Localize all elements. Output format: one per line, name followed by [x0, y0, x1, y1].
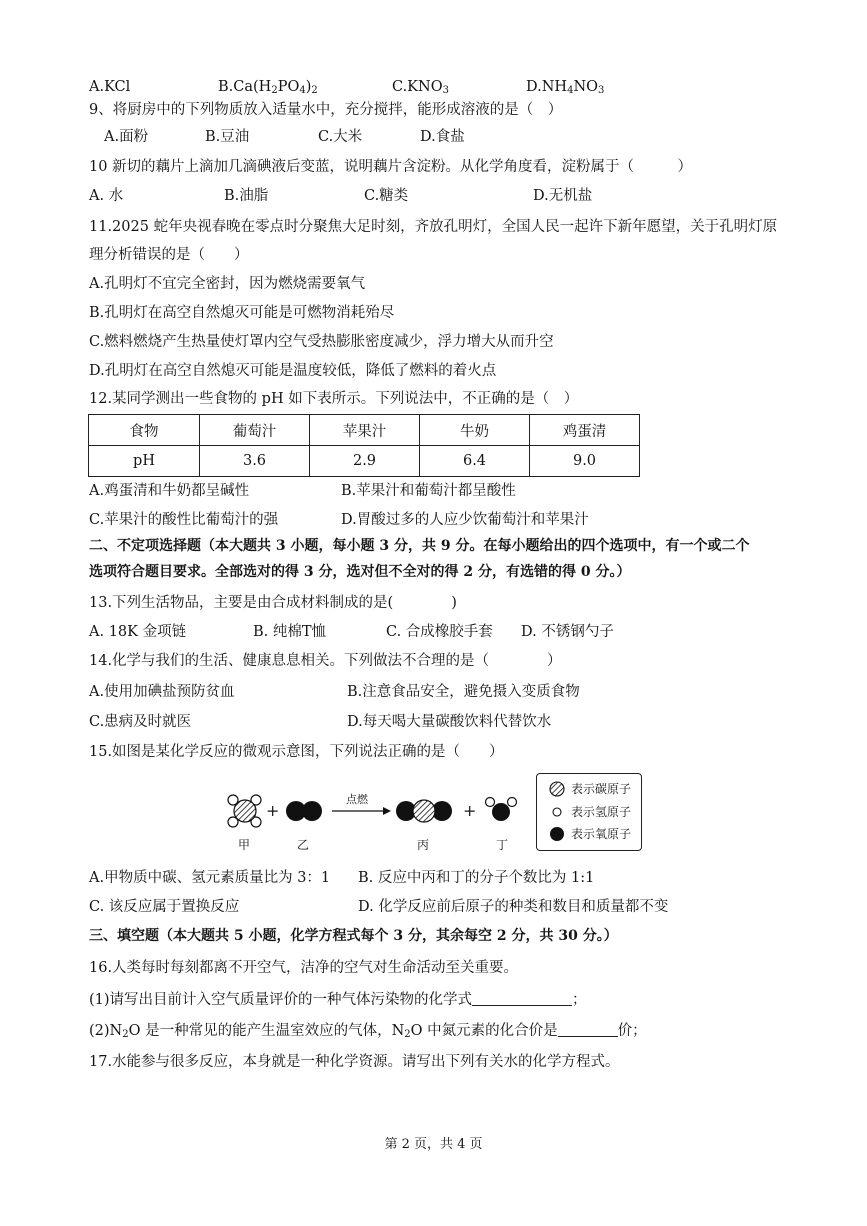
q9-stem: 9、将厨房中的下列物质放入适量水中，充分搅拌，能形成溶液的是（ ） — [89, 102, 563, 118]
q12-option-b: B.苹果汁和葡萄汁都呈酸性 — [341, 483, 516, 499]
q15-stem: 15.如图是某化学反应的微观示意图，下列说法正确的是（ ） — [89, 744, 504, 760]
q8-c-sub: 3 — [442, 85, 449, 96]
plus-sign-2: + — [463, 801, 477, 820]
q16-part2-text-a: (2)N — [89, 1023, 123, 1039]
plus-sign-1: + — [266, 801, 280, 820]
q12-option-d: D.胃酸过多的人应少饮葡萄汁和苹果汁 — [341, 512, 589, 528]
methane-molecule-icon — [228, 795, 261, 827]
q8-option-a: A.KCl — [89, 79, 131, 95]
q10-option-c: C.糖类 — [364, 188, 409, 204]
q16-part1-end: ； — [572, 992, 587, 1008]
q11-stem-line2: 理分析错误的是（ ） — [89, 247, 249, 263]
q13-option-c: C. 合成橡胶手套 — [386, 624, 493, 640]
legend-carbon: 表示碳原子 — [571, 782, 632, 796]
q10-stem: 10 新切的藕片上滴加几滴碘液后变蓝，说明藕片含淀粉。从化学角度看，淀粉属于（ ） — [89, 159, 693, 175]
q11-option-b: B.孔明灯在高空自然熄灭可能是可燃物消耗殆尽 — [89, 305, 395, 321]
q11-option-c: C.燃料燃烧产生热量使灯罩内空气受热膨胀密度减少，浮力增大从而升空 — [89, 334, 554, 350]
q14-option-c: C.患病及时就医 — [89, 714, 192, 730]
q16-part2-sub-b: 2 — [404, 1029, 411, 1040]
q12-option-c: C.苹果汁的酸性比葡萄汁的强 — [89, 512, 279, 528]
table-cell: 鸡蛋清 — [530, 415, 640, 446]
q8-b-sub1: 2 — [271, 85, 278, 96]
legend-oxygen: 表示氧原子 — [571, 827, 632, 841]
section2-heading-line2: 选项符合题目要求。全部选对的得 3 分，选对但不全对的得 2 分，有选错的得 0 分。） — [89, 564, 631, 580]
q9-option-d: D.食盐 — [420, 129, 465, 145]
section3-heading: 三、填空题（本大题共 5 小题，化学方程式每个 3 分，其余每空 2 分，共 30 分。） — [89, 928, 618, 944]
q11-option-d: D.孔明灯在高空自然熄灭可能是温度较低，降低了燃料的着火点 — [89, 363, 497, 379]
carbon-atom-icon — [550, 782, 564, 796]
q8-d-pre: D.NH — [526, 79, 568, 95]
q17-stem: 17.水能参与很多反应，本身就是一种化学资源。请写出下列有关水的化学方程式。 — [89, 1054, 620, 1070]
q10-option-d: D.无机盐 — [533, 188, 593, 204]
table-cell: 6.4 — [420, 446, 530, 477]
q16-part2-text-c: O 中氮元素的化合价是 — [410, 1023, 558, 1039]
q9-option-b: B.豆油 — [205, 129, 250, 145]
q15-option-a: A.甲物质中碳、氢元素质量比为 3：1 — [89, 870, 331, 886]
table-cell: 食物 — [89, 415, 200, 446]
table-cell: 9.0 — [530, 446, 640, 477]
q14-option-b: B.注意食品安全，避免摄入变质食物 — [347, 684, 580, 700]
q13-option-a: A. 18K 金项链 — [89, 624, 187, 640]
q14-option-a: A.使用加碘盐预防贫血 — [89, 684, 235, 700]
q16-part1 — [89, 991, 587, 1009]
q13-option-b: B. 纯棉T恤 — [253, 624, 327, 640]
q8-d-sub1: 4 — [567, 85, 574, 96]
table-cell: pH — [89, 446, 200, 477]
atom-legend — [536, 773, 642, 851]
q10-option-b: B.油脂 — [224, 188, 269, 204]
legend-hydrogen: 表示氢原子 — [571, 805, 632, 819]
q8-b-mid: PO — [277, 79, 300, 95]
q8-b-sub2: 4 — [299, 85, 306, 96]
q8-b-post: ) — [305, 79, 312, 95]
q14-option-d: D.每天喝大量碳酸饮料代替饮水 — [347, 714, 552, 730]
page-footer: 第 2 页，共 4 页 — [384, 1137, 483, 1152]
q8-b-sub3: 2 — [311, 85, 318, 96]
q16-part1-text: (1)请写出目前计入空气质量评价的一种气体污染物的化学式 — [89, 992, 473, 1008]
label-jia: 甲 — [238, 838, 251, 852]
q9-option-a: A.面粉 — [104, 129, 149, 145]
q16-part2 — [89, 1022, 647, 1044]
q14-stem: 14.化学与我们的生活、健康息息相关。下列做法不合理的是（ ） — [89, 653, 562, 669]
label-yi: 乙 — [297, 838, 310, 852]
reaction-condition: 点燃 — [346, 793, 368, 806]
q13-stem: 13.下列生活物品，主要是由合成材料制成的是( ) — [89, 595, 457, 611]
answer-blank[interactable] — [472, 991, 572, 1006]
q11-option-a: A.孔明灯不宜完全密封，因为燃烧需要氧气 — [89, 276, 366, 292]
oxygen-molecule-icon — [286, 801, 322, 821]
table-cell: 3.6 — [200, 446, 310, 477]
water-molecule-icon — [486, 798, 517, 822]
q16-part2-sub-a: 2 — [122, 1029, 129, 1040]
table-cell: 葡萄汁 — [200, 415, 310, 446]
q9-option-c: C.大米 — [318, 129, 363, 145]
hydrogen-atom-icon — [553, 808, 561, 816]
q16-part2-text-b: O 是一种常见的能产生温室效应的气体，N — [128, 1023, 405, 1039]
section2-heading-line1: 二、不定项选择题（本大题共 3 小题，每小题 3 分，共 9 分。在每小题给出的四个选项中，有一个或二个 — [89, 538, 750, 554]
answer-blank[interactable] — [558, 1022, 618, 1037]
q8-d-mid: NO — [573, 79, 599, 95]
q15-option-d: D. 化学反应前后原子的种类和数目和质量都不变 — [358, 899, 669, 915]
label-ding: 丁 — [496, 838, 509, 852]
table-cell: 2.9 — [310, 446, 420, 477]
q13-option-d: D. 不锈钢勺子 — [521, 624, 614, 640]
q16-part2-end: 价； — [617, 1023, 647, 1039]
table-cell: 苹果汁 — [310, 415, 420, 446]
oxygen-atom-icon — [550, 827, 564, 841]
q8-d-sub2: 3 — [598, 85, 605, 96]
q15-option-b: B. 反应中丙和丁的分子个数比为 1:1 — [358, 870, 595, 886]
q10-option-a: A. 水 — [89, 188, 124, 204]
table-cell: 牛奶 — [420, 415, 530, 446]
q8-c-pre: C.KNO — [392, 79, 443, 95]
q16-stem: 16.人类每时每刻都离不开空气，洁净的空气对生命活动至关重要。 — [89, 960, 519, 976]
q12-stem: 12.某同学测出一些食物的 pH 如下表所示。下列说法中，不正确的是（ ） — [89, 391, 579, 407]
q11-stem-line1: 11.2025 蛇年央视春晚在零点时分聚焦大足时刻，齐放孔明灯，全国人民一起许下新年愿望，关于孔明灯原 — [89, 219, 778, 235]
label-bing: 丙 — [417, 838, 430, 852]
q15-option-c: C. 该反应属于置换反应 — [89, 899, 240, 915]
q8-b-pre: B.Ca(H — [218, 79, 272, 95]
carbon-dioxide-molecule-icon — [396, 800, 452, 822]
q12-option-a: A.鸡蛋清和牛奶都呈碱性 — [89, 483, 250, 499]
